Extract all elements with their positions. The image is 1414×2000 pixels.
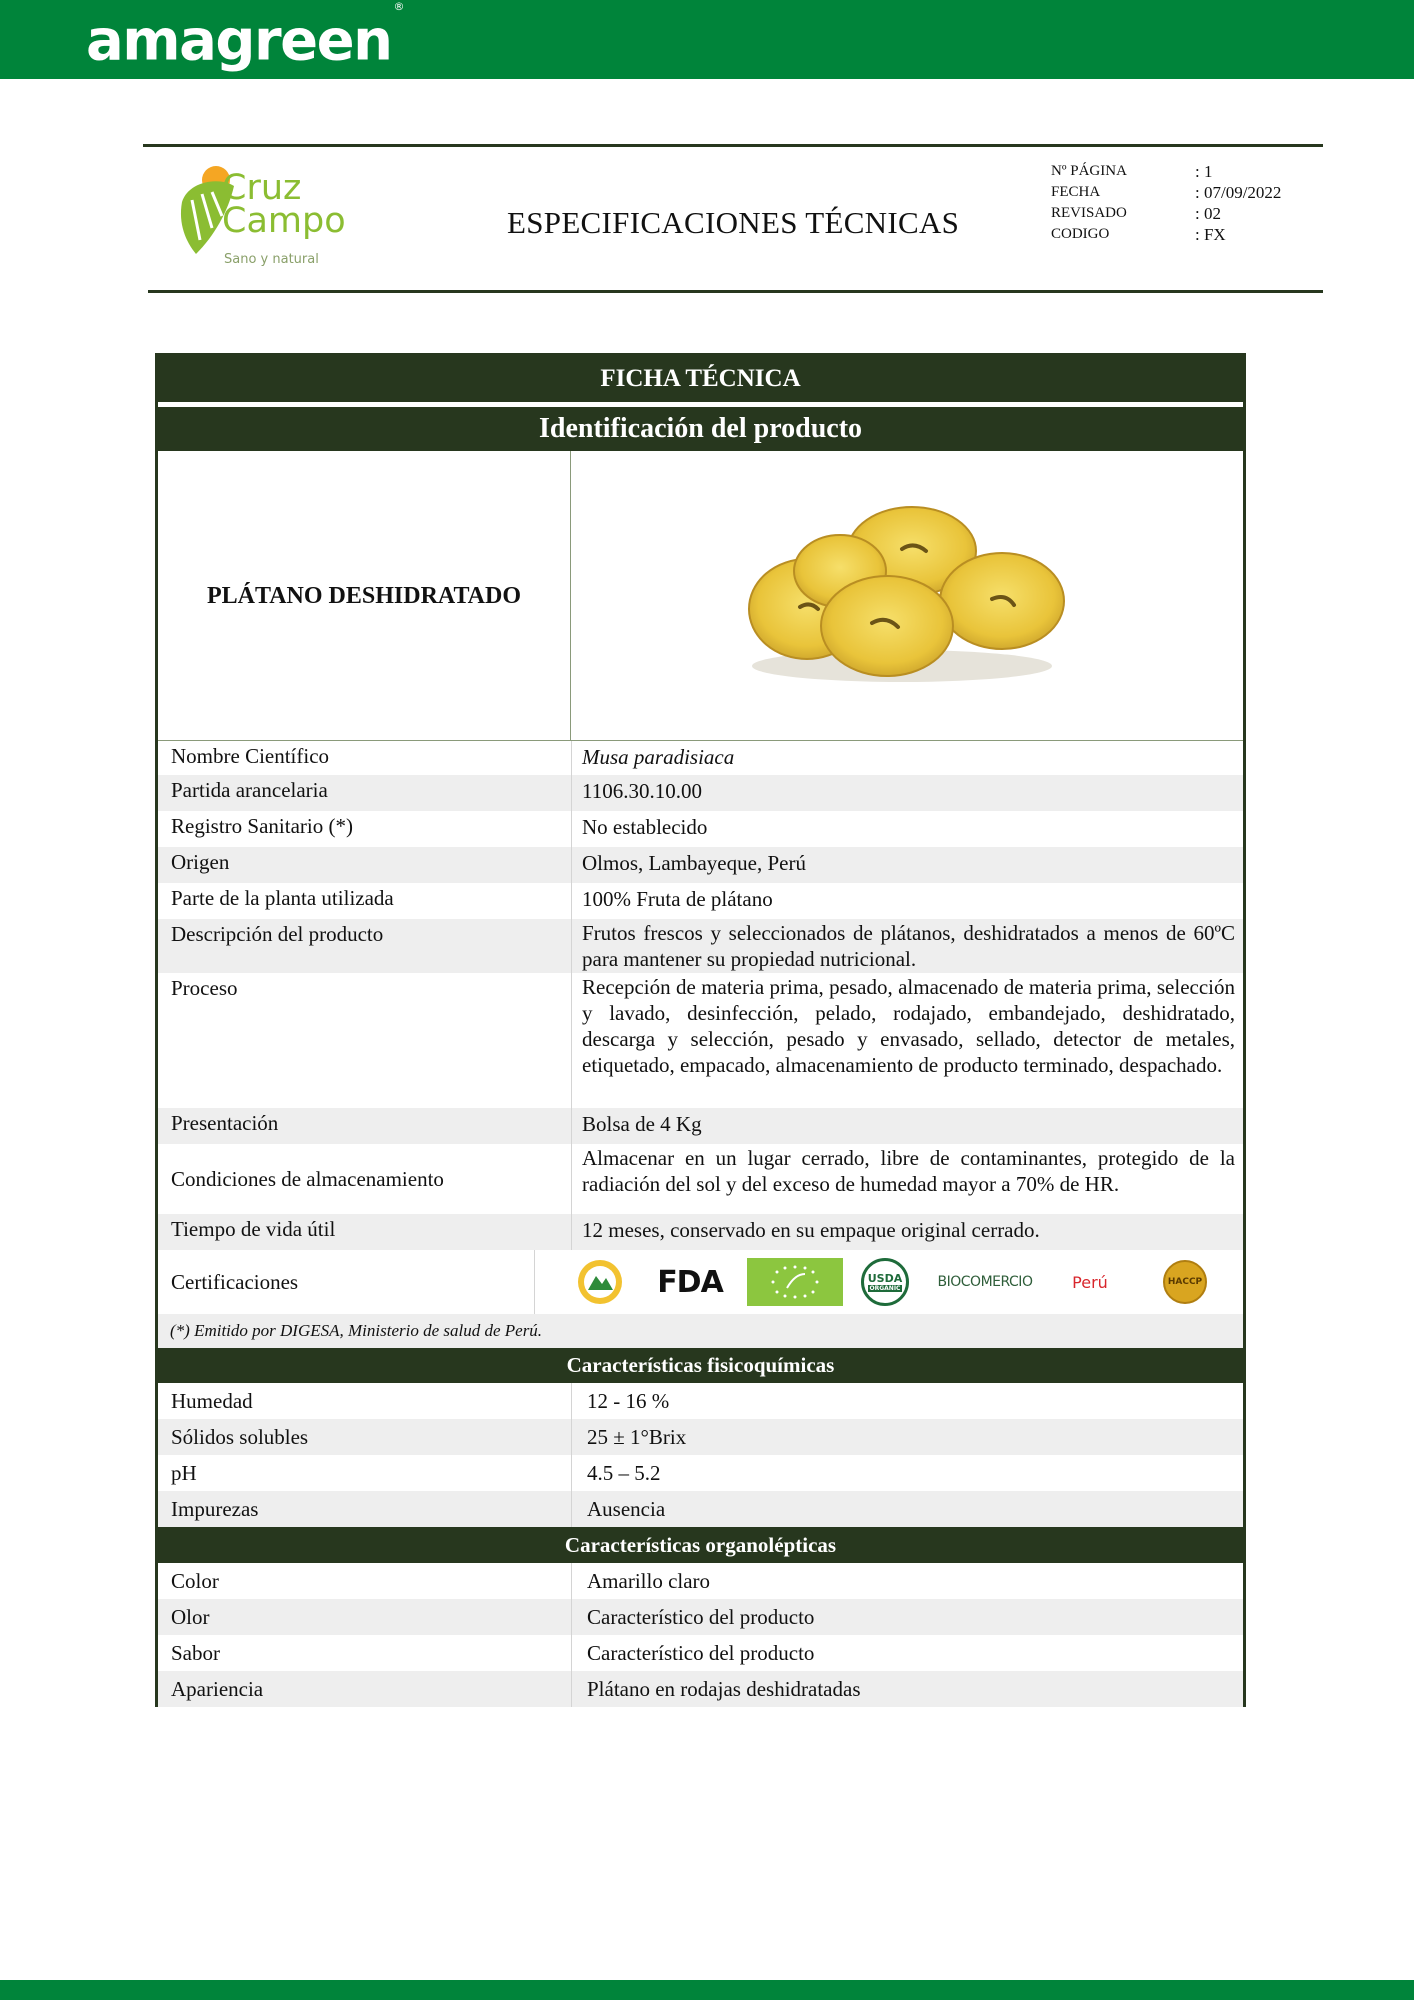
header-top-rule — [143, 144, 1323, 147]
spec-value: 12 - 16 % — [587, 1389, 670, 1413]
marca-peru-logo: Perú — [1072, 1272, 1108, 1292]
spec-value: Plátano en rodajas deshidratadas — [587, 1677, 861, 1701]
spec-row — [158, 973, 1243, 1108]
spec-label: Partida arancelaria — [158, 775, 572, 811]
spec-row — [158, 1214, 1243, 1250]
spec-label: Olor — [158, 1599, 572, 1635]
spec-row — [158, 1455, 1243, 1491]
spec-row — [158, 1491, 1243, 1527]
footnote: (*) Emitido por DIGESA, Ministerio de salud de Perú. — [158, 1314, 1243, 1348]
spec-row — [158, 1671, 1243, 1707]
meta-row — [1051, 203, 1281, 224]
spec-value: Característico del producto — [587, 1605, 815, 1629]
meta-value: : 02 — [1195, 204, 1221, 223]
spec-label: Apariencia — [158, 1671, 572, 1707]
spec-value: 12 meses, conservado en su empaque original cerrado. — [582, 1218, 1040, 1242]
spec-row — [158, 1599, 1243, 1635]
spec-label: Certificaciones — [158, 1250, 535, 1314]
spec-value: Recepción de materia prima, pesado, almacenado de materia prima, selección y lavado, desinfección, pelado, rodajado, embandejado, deshidratado, descarga y selección, pesado y envasado, sellado, detector de metales, etiquetado, empacado, almacenamiento de producto terminado, despachado. — [582, 975, 1235, 1077]
physchem-heading: Características fisicoquímicas — [158, 1348, 1243, 1383]
spec-row — [158, 741, 1243, 775]
spec-row — [158, 811, 1243, 847]
spec-value: Característico del producto — [587, 1641, 815, 1665]
sheet-title: FICHA TÉCNICA — [158, 356, 1243, 402]
banana-chips-image — [572, 451, 1243, 741]
meta-row — [1051, 182, 1281, 203]
document-title: ESPECIFICACIONES TÉCNICAS — [507, 205, 960, 240]
meta-key: REVISADO — [1051, 205, 1127, 221]
spec-row — [158, 1144, 1243, 1214]
meta-key: Nº PÁGINA — [1051, 163, 1127, 179]
cruz-campo-logo — [178, 162, 408, 272]
spec-value: 1106.30.10.00 — [582, 779, 702, 803]
meta-key: FECHA — [1051, 184, 1101, 200]
spec-label: Registro Sanitario (*) — [158, 811, 572, 847]
haccp-seal-icon: HACCP — [1135, 1260, 1235, 1304]
biocomercio-logo: BIOCOMERCIO — [937, 1274, 1033, 1290]
spec-value: Ausencia — [587, 1497, 666, 1521]
brand-bar — [0, 0, 1414, 79]
meta-row — [1051, 224, 1281, 245]
spec-value: Olmos, Lambayeque, Perú — [582, 851, 806, 875]
meta-row — [1051, 161, 1281, 182]
spec-label: Impurezas — [158, 1491, 572, 1527]
logo-wordmark: Cruz Campo — [222, 168, 346, 241]
footer-bar — [0, 1980, 1414, 2000]
spec-value: Amarillo claro — [587, 1569, 711, 1593]
logo-tagline: Sano y natural — [224, 252, 319, 267]
spec-label: Sólidos solubles — [158, 1419, 572, 1455]
spec-label: Sabor — [158, 1635, 572, 1671]
spec-label: Parte de la planta utilizada — [158, 883, 572, 919]
fda-logo: FDA — [657, 1264, 723, 1300]
spec-value: Bolsa de 4 Kg — [582, 1112, 702, 1136]
spec-value: 100% Fruta de plátano — [582, 887, 773, 911]
spec-row — [158, 847, 1243, 883]
spec-value: Almacenar en un lugar cerrado, libre de contaminantes, protegido de la radiación del sol y del exceso de humedad mayor a 70% de HR. — [582, 1146, 1235, 1196]
header-bottom-rule — [148, 290, 1323, 293]
spec-label: Origen — [158, 847, 572, 883]
eu-organic-icon — [745, 1258, 845, 1306]
spec-label: pH — [158, 1455, 572, 1491]
certifications-logos — [535, 1250, 1243, 1314]
spec-row — [158, 1419, 1243, 1455]
product-image — [572, 451, 1243, 741]
spec-value: 4.5 – 5.2 — [587, 1461, 661, 1485]
organic-peru-seal-icon — [565, 1258, 635, 1306]
spec-label: Nombre Científico — [158, 741, 572, 775]
sheet-subtitle: Identificación del producto — [158, 407, 1243, 451]
brand-logo: amagreen® — [86, 0, 405, 74]
meta-key: CODIGO — [1051, 226, 1110, 242]
spec-label: Tiempo de vida útil — [158, 1214, 572, 1250]
spec-row — [158, 1635, 1243, 1671]
spec-row — [158, 1108, 1243, 1144]
spec-value: Frutos frescos y seleccionados de plátanos, deshidratados a menos de 60ºC para mantener su propiedad nutricional. — [582, 921, 1235, 971]
spec-label: Descripción del producto — [158, 919, 572, 973]
document-meta — [1051, 161, 1281, 245]
spec-label: Proceso — [158, 973, 572, 1108]
spec-row — [158, 1250, 1243, 1314]
spec-value: 25 ± 1°Brix — [587, 1425, 687, 1449]
spec-row — [158, 775, 1243, 811]
product-name: PLÁTANO DESHIDRATADO — [158, 451, 571, 741]
meta-value: : FX — [1195, 225, 1226, 244]
meta-value: : 1 — [1195, 162, 1213, 181]
spec-label: Humedad — [158, 1383, 572, 1419]
organoleptic-heading: Características organolépticas — [158, 1527, 1243, 1563]
spec-row — [158, 1563, 1243, 1599]
technical-sheet — [155, 353, 1246, 1707]
spec-value: No establecido — [582, 815, 708, 839]
spec-row — [158, 1383, 1243, 1419]
spec-label: Presentación — [158, 1108, 572, 1144]
spec-label: Condiciones de almacenamiento — [158, 1144, 572, 1214]
meta-value: : 07/09/2022 — [1195, 183, 1282, 202]
spec-value: Musa paradisiaca — [582, 745, 735, 769]
spec-row — [158, 883, 1243, 919]
spec-row — [158, 919, 1243, 973]
usda-organic-icon: USDA ORGANIC — [845, 1258, 925, 1306]
spec-label: Color — [158, 1563, 572, 1599]
